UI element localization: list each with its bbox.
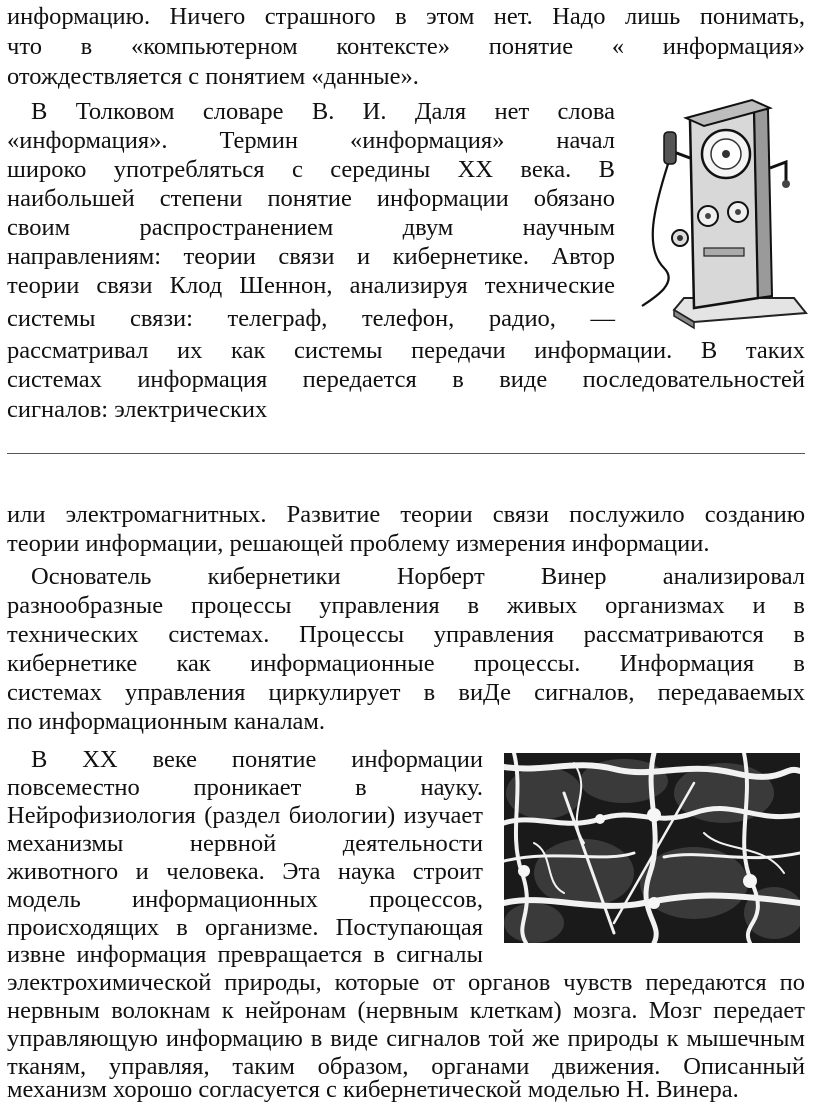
text-line: управляющую информацию в виде сигналов той же природы к мышечным <box>7 1025 805 1052</box>
telephone-illustration <box>634 98 810 330</box>
text-line: рассматривал их как системы передачи информации. В таких <box>7 337 805 364</box>
page-separator <box>7 453 805 454</box>
text-line: по информационным каналам. <box>7 708 326 735</box>
text-line: модель информационных процессов, <box>7 886 483 913</box>
text-line: системах управления циркулирует в виДе сигналов, передаваемых <box>7 679 805 706</box>
text-line: технических системах. Процессы управления рассматриваются в <box>7 621 805 648</box>
text-line: В Толковом словаре В. И. Даля нет слова <box>31 98 615 125</box>
text-line: или электромагнитных. Развитие теории связи послужило созданию <box>7 501 805 528</box>
text-line: извне информация превращается в сигналы <box>7 941 483 968</box>
text-line: направлениям: теории связи и кибернетике. Автор <box>7 243 615 270</box>
text-line: повсеместно проникает в науку. <box>7 774 483 801</box>
text-line: теории информации, решающей проблему измерения информации. <box>7 530 710 557</box>
text-line: сигналов: электрических <box>7 396 268 423</box>
text-line: В XX веке понятие информации <box>31 746 483 773</box>
text-line: наибольшей степени понятие информации обязано <box>7 185 615 212</box>
text-line: отождествляется с понятием «данные». <box>7 63 419 90</box>
text-line: информацию. Ничего страшного в этом нет. Надо лишь понимать, <box>7 3 805 30</box>
neural-tissue-micrograph <box>504 753 800 943</box>
text-line: электрохимической природы, которые от органов чувств передаются по <box>7 969 805 996</box>
text-line: механизм хорошо согласуется с кибернетической моделью Н. Винера. <box>7 1076 739 1103</box>
text-line: что в «компьютерном контексте» понятие « информация» <box>7 33 805 60</box>
text-line: своим распространением двум научным <box>7 214 615 241</box>
text-line: механизмы нервной деятельности <box>7 830 483 857</box>
text-line: животного и человека. Эта наука строит <box>7 858 483 885</box>
text-line: тканям, управляя, таким образом, органами движения. Описанный <box>7 1053 805 1080</box>
text-line: «информация». Термин «информация» начал <box>7 127 615 154</box>
text-line: теории связи Клод Шеннон, анализируя технические <box>7 272 615 299</box>
text-line: разнообразные процессы управления в живых организмах и в <box>7 592 805 619</box>
text-line: Основатель кибернетики Норберт Винер анализировал <box>31 563 805 590</box>
text-line: нервным волокнам к нейронам (нервным клеткам) мозга. Мозг передает <box>7 997 805 1024</box>
text-line: системы связи: телеграф, телефон, радио, — <box>7 305 615 332</box>
text-line: кибернетике как информационные процессы. Информация в <box>7 650 805 677</box>
text-line: широко употребляться с середины XX века. В <box>7 156 615 183</box>
text-line: системах информация передается в виде последовательностей <box>7 366 805 393</box>
text-line: происходящих в организме. Поступающая <box>7 914 483 941</box>
text-line: Нейрофизиология (раздел биологии) изучает <box>7 802 483 829</box>
